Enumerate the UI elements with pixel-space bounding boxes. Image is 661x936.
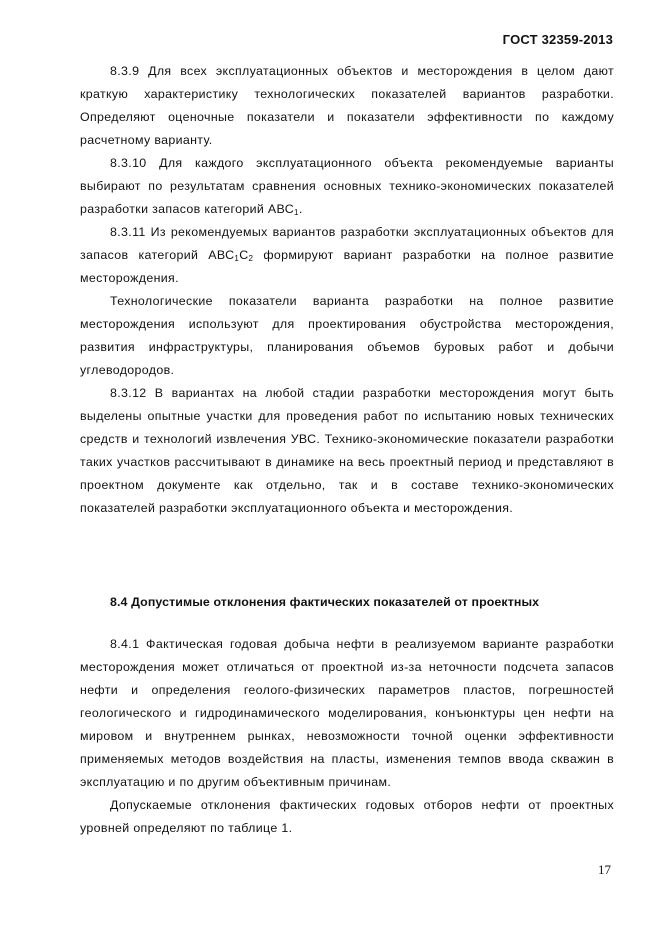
paragraph-8-4-1: 8.4.1 Фактическая годовая добыча нефти в реализуемом варианте разработки месторождения может отличаться от проектной из-за неточности подсчета запасов нефти и определения геолого-физических параметров пластов, погрешностей геологического и гидродинамического моделирования, конъюнктуры цен нефти на мировом и внутреннем рынках, невозможности точной оценки эффективности применяемых методов воздействия на пласты, изменения темпов ввода скважин в эксплуатацию и по другим объективным причинам. <box>80 637 614 789</box>
paragraph-8-3-10 <box>80 152 614 221</box>
section-body-text <box>80 633 614 840</box>
subscript: 1 <box>234 254 240 263</box>
subscript: 1 <box>294 208 299 217</box>
paragraph-end: формируют вариант разработки на полное развитие месторождения. <box>80 248 614 285</box>
paragraph-8-3-9: 8.3.9 Для всех эксплуатационных объектов и месторождения в целом дают краткую характеристику технологических показателей вариантов разработки. Определяют оценочные показатели и показатели эффективности по каждому расчетному варианту. <box>80 64 614 147</box>
paragraph-tech-indicators: Технологические показатели варианта разработки на полное развитие месторождения используют для проектирования обустройства месторождения, развития инфраструктуры, планирования объемов буровых работ и добычи углеводородов. <box>80 294 614 377</box>
category-letter: С <box>239 248 249 262</box>
section-title: 8.4 Допустимые отклонения фактических показателей от проектных <box>110 595 540 609</box>
paragraph-8-3-11 <box>80 221 614 290</box>
paragraph-8-3-10-text: 8.3.10 Для каждого эксплуатационного объекта рекомендуемые варианты выбирают по результатам сравнения основных технико-экономических показателей разработки запасов категорий АВС <box>80 156 614 216</box>
paragraph-end: . <box>298 202 303 216</box>
page-number: 17 <box>598 862 611 877</box>
subscript: 2 <box>248 254 254 263</box>
paragraph-8-3-11-text: 8.3.11 Из рекомендуемых вариантов разработки эксплуатационных объектов для запасов категорий АВС <box>80 225 614 262</box>
standard-header: ГОСТ 32359-2013 <box>502 32 613 47</box>
paragraph-8-3-12: 8.3.12 В вариантах на любой стадии разработки месторождения могут быть выделены опытные участки для проведения работ по испытанию новых технических средств и технологий извлечения УВС. Технико-экономические показатели разработки таких участков рассчитывают в динамике на весь проектный период и представляют в проектном документе как отдельно, так и в составе технико-экономических показателей разработки эксплуатационного объекта и месторождения. <box>80 386 614 515</box>
body-text <box>80 60 614 520</box>
paragraph-allowed-deviations: Допускаемые отклонения фактических годовых отборов нефти от проектных уровней определяют по таблице 1. <box>80 798 614 835</box>
